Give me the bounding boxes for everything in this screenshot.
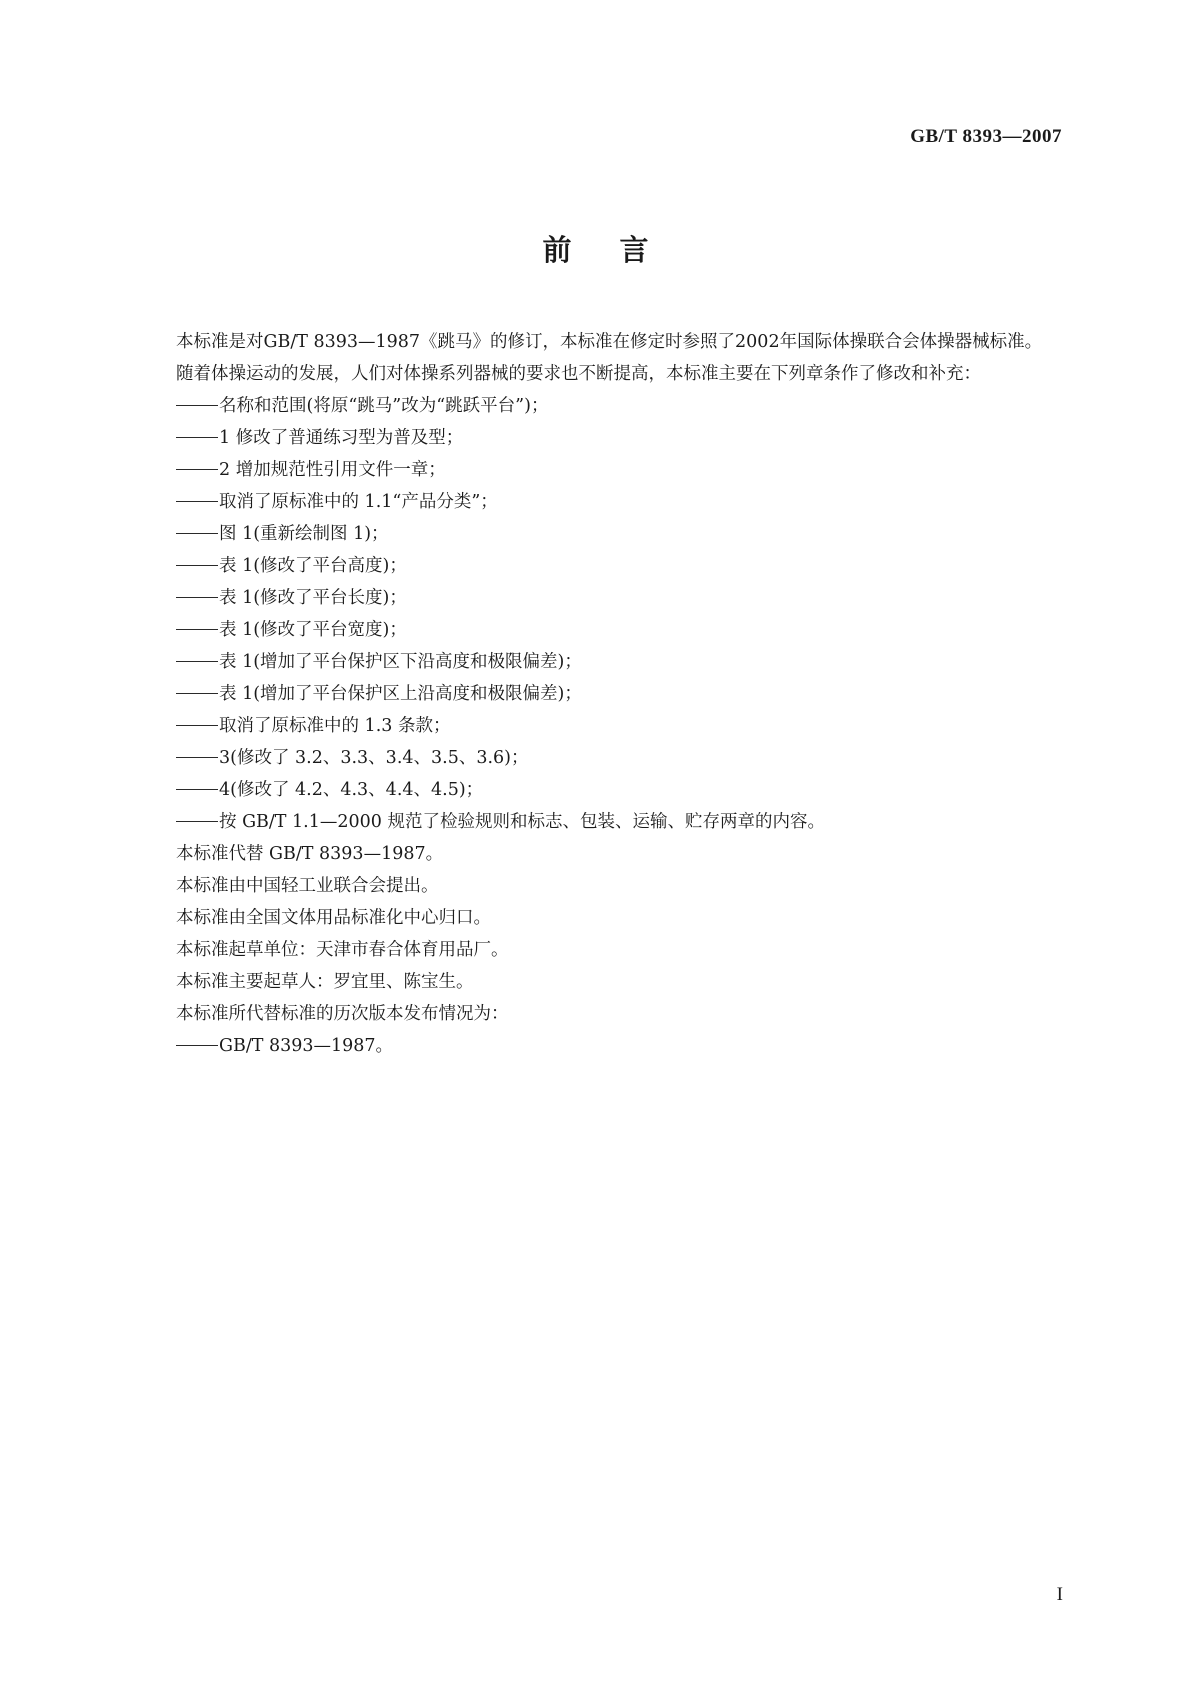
list-item: 表 1(增加了平台保护区下沿高度和极限偏差)；	[128, 646, 1062, 678]
list-item: 取消了原标准中的 1.3 条款；	[128, 710, 1062, 742]
em-dash	[176, 1045, 218, 1046]
foreword-body	[128, 326, 1062, 1062]
list-item: 表 1(修改了平台长度)；	[128, 582, 1062, 614]
drafting-unit-statement: 本标准起草单位：天津市春合体育用品厂。	[176, 940, 509, 960]
list-item: 3(修改了 3.2、3.3、3.4、3.5、3.6)；	[128, 742, 1062, 774]
em-dash	[176, 757, 218, 758]
em-dash	[176, 693, 218, 694]
list-item: 表 1(修改了平台宽度)；	[128, 614, 1062, 646]
list-item: 取消了原标准中的 1.1“产品分类”；	[128, 486, 1062, 518]
list-item: 4(修改了 4.2、4.3、4.4、4.5)；	[128, 774, 1062, 806]
em-dash	[176, 405, 218, 406]
changes-intro-paragraph: 随着体操运动的发展，人们对体操系列器械的要求也不断提高，本标准主要在下列章条作了修改和补充：	[176, 364, 981, 384]
em-dash	[176, 469, 218, 470]
em-dash	[176, 533, 218, 534]
list-item: 表 1(修改了平台高度)；	[128, 550, 1062, 582]
proposer-statement: 本标准由中国轻工业联合会提出。	[176, 876, 439, 896]
em-dash	[176, 437, 218, 438]
em-dash	[176, 597, 218, 598]
em-dash	[176, 629, 218, 630]
intro-paragraph: 本标准是对GB/T 8393—1987《跳马》的修订，本标准在修定时参照了2002年国际体操联合会体操器械标准。	[176, 332, 1043, 352]
em-dash	[176, 725, 218, 726]
list-item: GB/T 8393—1987。	[128, 1030, 1062, 1062]
list-item: 1 修改了普通练习型为普及型；	[128, 422, 1062, 454]
history-list	[128, 1030, 1062, 1062]
page-title: 前言	[542, 233, 697, 267]
replaces-statement: 本标准代替 GB/T 8393—1987。	[176, 844, 444, 864]
page-number: I	[1056, 1584, 1063, 1605]
em-dash	[176, 501, 218, 502]
drafters-statement: 本标准主要起草人：罗宜里、陈宝生。	[176, 972, 474, 992]
list-item: 图 1(重新绘制图 1)；	[128, 518, 1062, 550]
administrator-statement: 本标准由全国文体用品标准化中心归口。	[176, 908, 491, 928]
list-item: 按 GB/T 1.1—2000 规范了检验规则和标志、包装、运输、贮存两章的内容。	[128, 806, 1062, 838]
changes-list	[128, 390, 1062, 838]
history-intro-statement: 本标准所代替标准的历次版本发布情况为：	[176, 1004, 509, 1024]
list-item: 2 增加规范性引用文件一章；	[128, 454, 1062, 486]
standard-code: GB/T 8393—2007	[910, 126, 1062, 147]
list-item: 表 1(增加了平台保护区上沿高度和极限偏差)；	[128, 678, 1062, 710]
em-dash	[176, 565, 218, 566]
em-dash	[176, 661, 218, 662]
em-dash	[176, 789, 218, 790]
em-dash	[176, 821, 218, 822]
list-item: 名称和范围(将原“跳马”改为“跳跃平台”)；	[128, 390, 1062, 422]
